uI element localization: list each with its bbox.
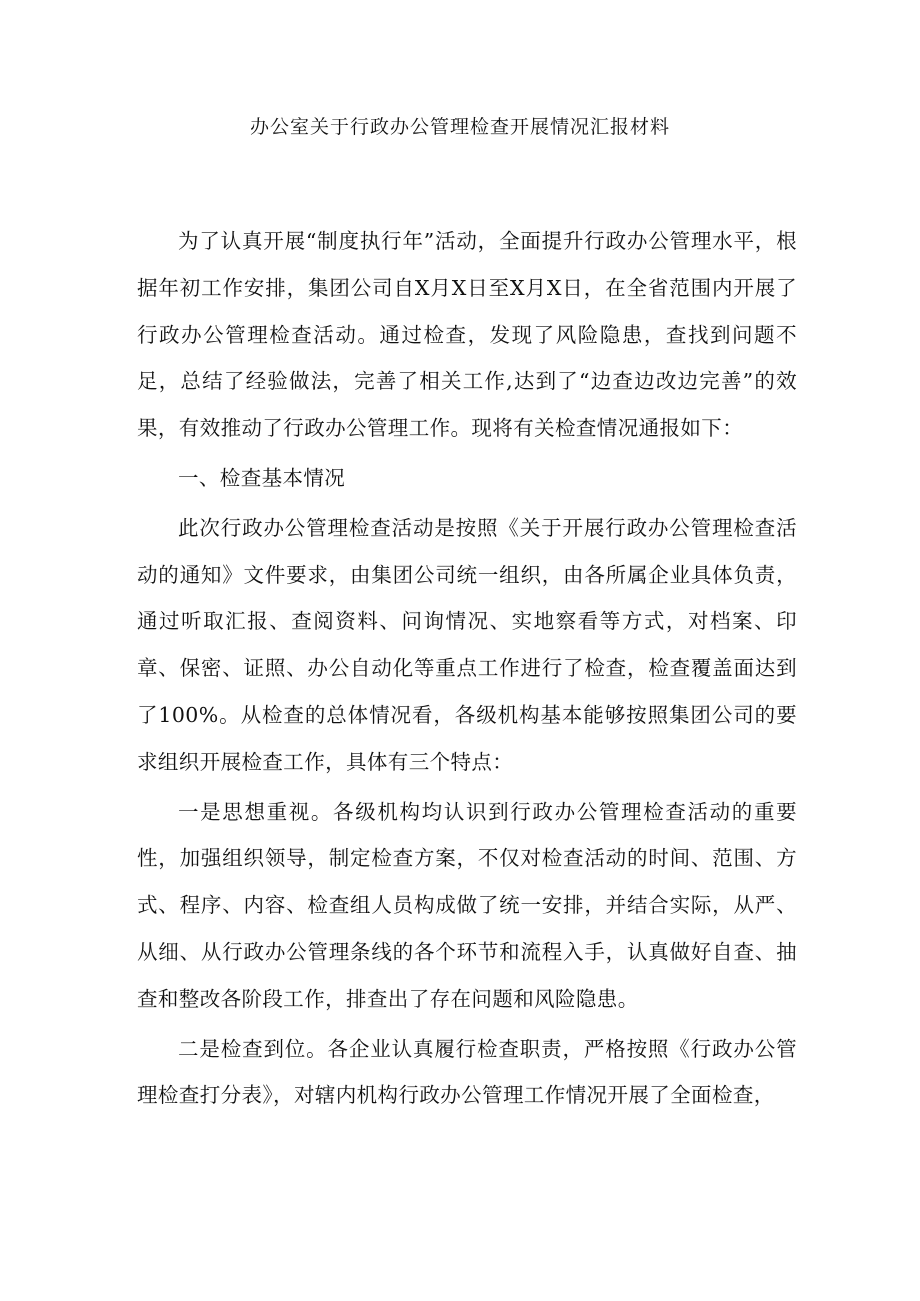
document-title: 办公室关于行政办公管理检查开展情况汇报材料 xyxy=(249,116,670,138)
intro-paragraph: 为了认真开展“制度执行年”活动，全面提升行政办公管理水平，根据年初工作安排，集团公司自X月X日至X月X日，在全省范围内开展了行政办公管理检查活动。通过检查，发现了风险隐患，查找到问题不足，总结了经验做法，完善了相关工作,达到了“边查边改边完善”的效果，有效推动了行政办公管理工作。现将有关检查情况通报如下： xyxy=(137,229,797,441)
feature-two-paragraph: 二是检查到位。各企业认真履行检查职责，严格按照《行政办公管理检查打分表》，对辖内机构行政办公管理工作情况开展了全面检查， xyxy=(137,1036,797,1108)
basic-situation-paragraph: 此次行政办公管理检查活动是按照《关于开展行政办公管理检查活动的通知》文件要求，由集团公司统一组织，由各所属企业具体负责，通过听取汇报、查阅资料、问询情况、实地察看等方式，对档案、印章、保密、证照、办公自动化等重点工作进行了检查，检查覆盖面达到了100%。从检查的总体情况看，各级机构基本能够按照集团公司的要求组织开展检查工作，具体有三个特点： xyxy=(137,515,797,774)
section-heading-basic-situation: 一、检查基本情况 xyxy=(178,465,346,490)
document-body xyxy=(137,218,797,1122)
feature-one-paragraph: 一是思想重视。各级机构均认识到行政办公管理检查活动的重要性，加强组织领导，制定检查方案，不仅对检查活动的时间、范围、方式、程序、内容、检查组人员构成做了统一安排，并结合实际，从严、从细、从行政办公管理条线的各个环节和流程入手，认真做好自查、抽查和整改各阶段工作，排查出了存在问题和风险隐患。 xyxy=(137,799,797,1011)
